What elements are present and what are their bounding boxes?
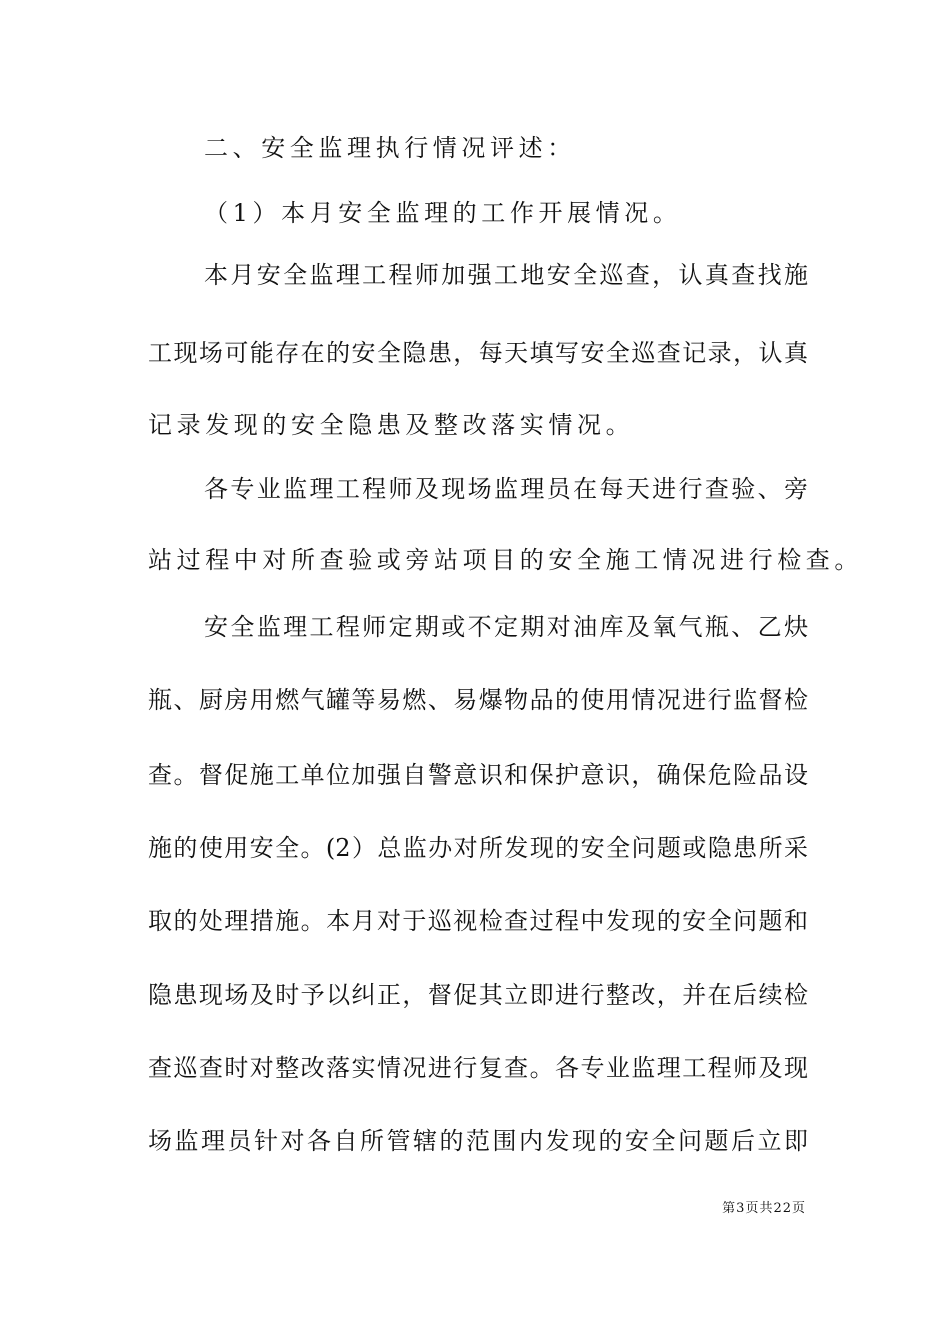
page-number-label: 第3页共22页 bbox=[722, 1201, 806, 1216]
paragraph-line-13: 场监理员针对各自所管辖的范围内发现的安全问题后立即 bbox=[148, 1127, 808, 1155]
paragraph-line-7: 瓶、厨房用燃气罐等易燃、易爆物品的使用情况进行监督检 bbox=[148, 686, 808, 714]
paragraph-line-9: 施的使用安全。(2）总监办对所发现的安全问题或隐患所采 bbox=[148, 834, 808, 862]
paragraph-line-12: 查巡查时对整改落实情况进行复查。各专业监理工程师及现 bbox=[148, 1054, 808, 1082]
paragraph-line-3: 记录发现的安全隐患及整改落实情况。 bbox=[148, 411, 635, 439]
subheading-1: （1）本月安全监理的工作开展情况。 bbox=[204, 199, 682, 227]
paragraph-line-1: 本月安全监理工程师加强工地安全巡查，认真查找施 bbox=[204, 261, 808, 289]
paragraph-line-4: 各专业监理工程师及现场监理员在每天进行查验、旁 bbox=[204, 475, 808, 503]
paragraph-line-2: 工现场可能存在的安全隐患，每天填写安全巡查记录，认真 bbox=[148, 339, 808, 367]
paragraph-line-6: 安全监理工程师定期或不定期对油库及氧气瓶、乙炔 bbox=[204, 613, 808, 641]
paragraph-line-11: 隐患现场及时予以纠正，督促其立即进行整改，并在后续检 bbox=[148, 981, 808, 1009]
paragraph-line-5: 站过程中对所查验或旁站项目的安全施工情况进行检查。 bbox=[148, 546, 863, 574]
section-heading: 二、安全监理执行情况评述： bbox=[204, 134, 576, 162]
page-number-footer bbox=[722, 1200, 806, 1218]
paragraph-line-8: 查。督促施工单位加强自警意识和保护意识，确保危险品设 bbox=[148, 761, 808, 789]
paragraph-line-10: 取的处理措施。本月对于巡视检查过程中发现的安全问题和 bbox=[148, 907, 808, 935]
